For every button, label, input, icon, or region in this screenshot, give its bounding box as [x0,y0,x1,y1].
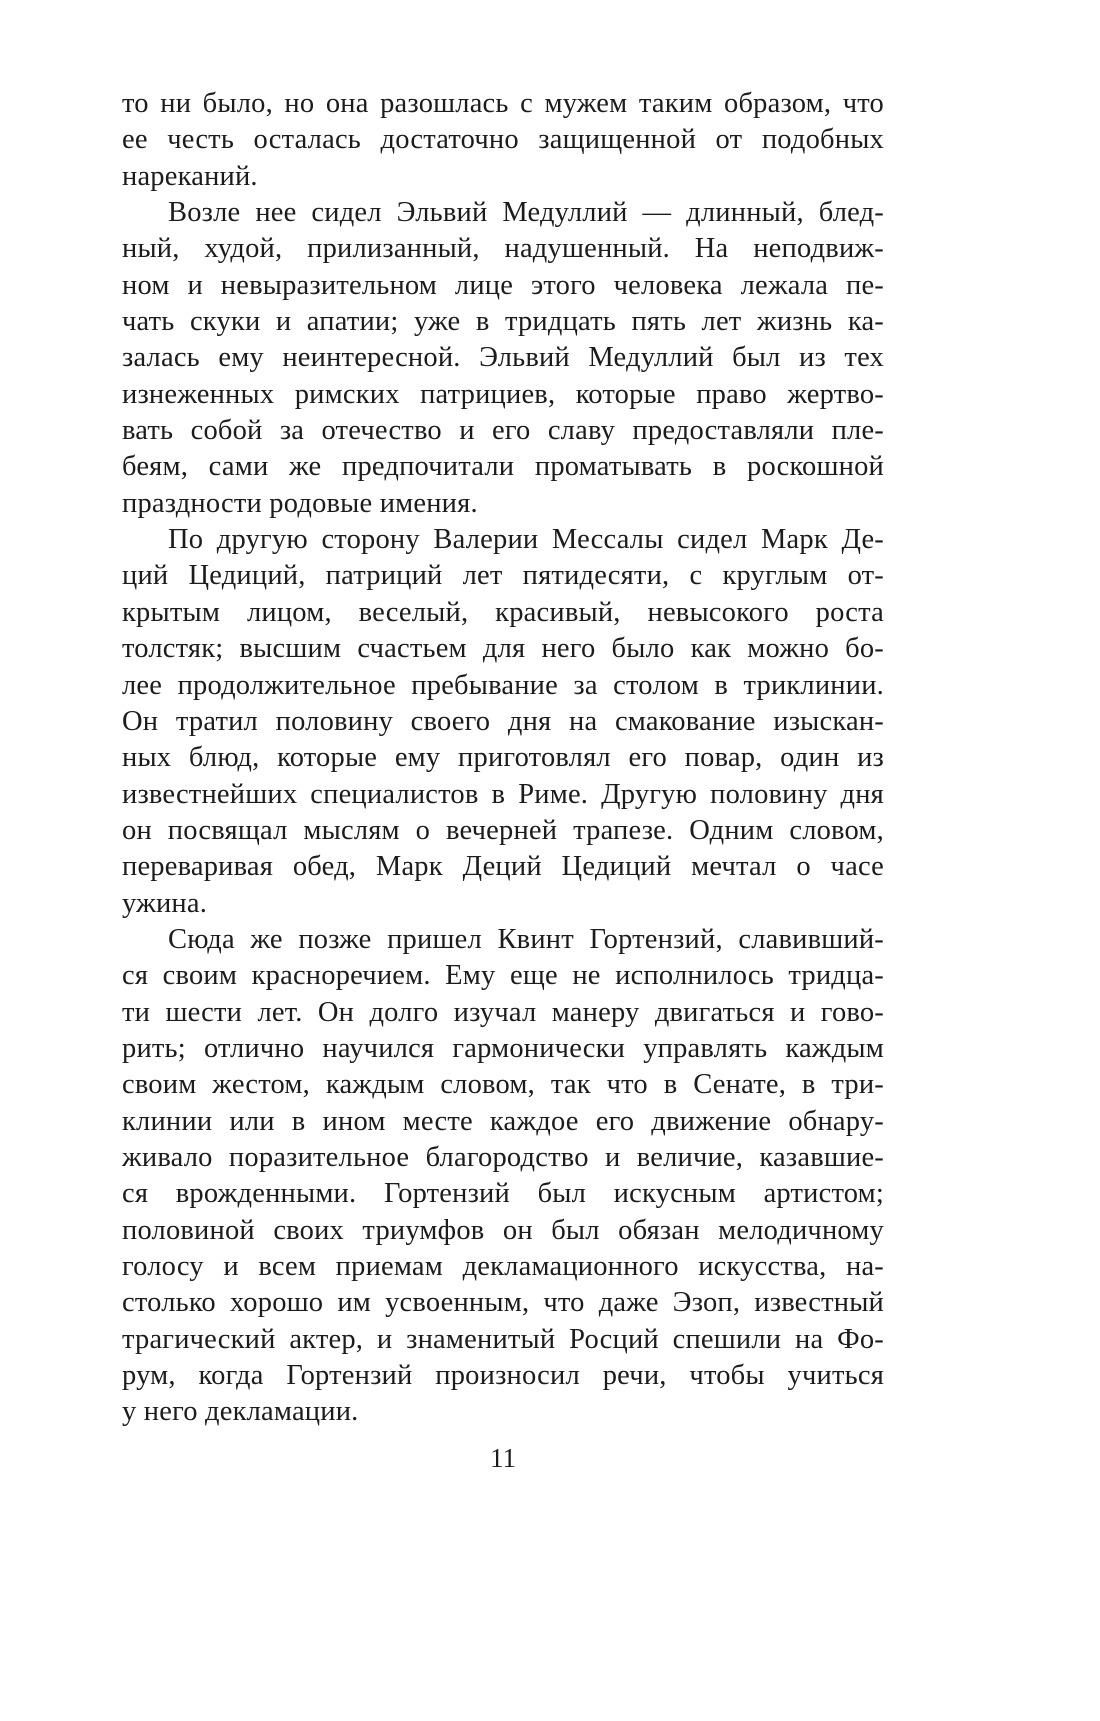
text-line: Сюда же позже пришел Квинт Гортензий, славивший- [168,923,884,955]
text-line: изнеженных римских патрициев, которые право жертво- [122,378,884,410]
text-line: ций Цедиций, патриций лет пятидесяти, с круглым от- [122,560,884,592]
text-line: ти шести лет. Он долго изучал манеру двигаться и гово- [122,996,884,1028]
text-line: крытым лицом, веселый, красивый, невысокого роста [122,596,884,628]
text-line: голосу и всем приемам декламационного искусства, на- [122,1251,884,1282]
text-line: ный, худой, прилизанный, надушенный. На неподвиж- [122,233,884,265]
paragraph [122,922,884,1431]
text-line: ном и невыразительном лице этого человека лежала пе- [122,269,884,301]
text-line: ся врожденными. Гортензий был искусным артистом; [122,1178,884,1210]
text-line: клинии или в ином месте каждое его движение обнару- [122,1105,884,1137]
text-line: залась ему неинтересной. Эльвий Медуллий был из тех [122,342,884,374]
paragraph [122,522,884,922]
text-line: По другую сторону Валерии Мессалы сидел Марк Де- [168,524,884,556]
text-line: чать скуки и апатии; уже в тридцать пять лет жизнь ка- [122,306,884,338]
text-line: вать собой за отечество и его славу предоставляли пле- [122,415,884,447]
text-line: он посвящал мыслям о вечерней трапезе. Одним словом, [122,814,884,846]
text-line: живало поразительное благородство и величие, казавшие- [122,1141,884,1173]
text-line: половиной своих триумфов он был обязан мелодичному [122,1214,884,1246]
text-line: ужина. [122,887,208,919]
text-line: праздности родовые имения. [122,487,478,519]
text-line: рить; отлично научился гармонически управлять каждым [122,1032,884,1064]
text-line: нареканий. [122,160,258,192]
text-line: своим жестом, каждым словом, так что в Сенате, в три- [122,1069,884,1101]
text-block [122,86,884,1431]
text-line: ся своим красноречием. Ему еще не исполнилось тридца- [122,960,884,992]
text-line: ее честь осталась достаточно защищенной от подобных [122,124,884,156]
text-line: рум, когда Гортензий произносил речи, чтобы учиться [122,1360,884,1392]
text-line: лее продолжительное пребывание за столом в триклинии. [122,669,884,701]
text-line: ных блюд, которые ему приготовлял его повар, один из [122,742,884,774]
paragraph [122,86,884,195]
page-number: 11 [490,1443,516,1473]
text-line: известнейших специалистов в Риме. Другую половину дня [122,778,884,810]
text-line: столько хорошо им усвоенным, что даже Эзоп, известный [122,1287,884,1319]
paragraph [122,195,884,522]
text-line: Возле нее сидел Эльвий Медуллий — длинный, блед- [168,197,884,229]
text-line: Он тратил половину своего дня на смакование изыскан- [122,705,884,737]
text-line: беям, сами же предпочитали проматывать в роскошной [122,451,884,483]
text-line: трагический актер, и знаменитый Росций спешили на Фо- [122,1323,884,1355]
text-line: толстяк; высшим счастьем для него было как можно бо- [122,633,884,665]
text-line: у него декламации. [122,1396,359,1428]
text-line: то ни было, но она разошлась с мужем таким образом, что [122,88,884,119]
text-line: переваривая обед, Марк Деций Цедиций мечтал о часе [122,851,884,883]
